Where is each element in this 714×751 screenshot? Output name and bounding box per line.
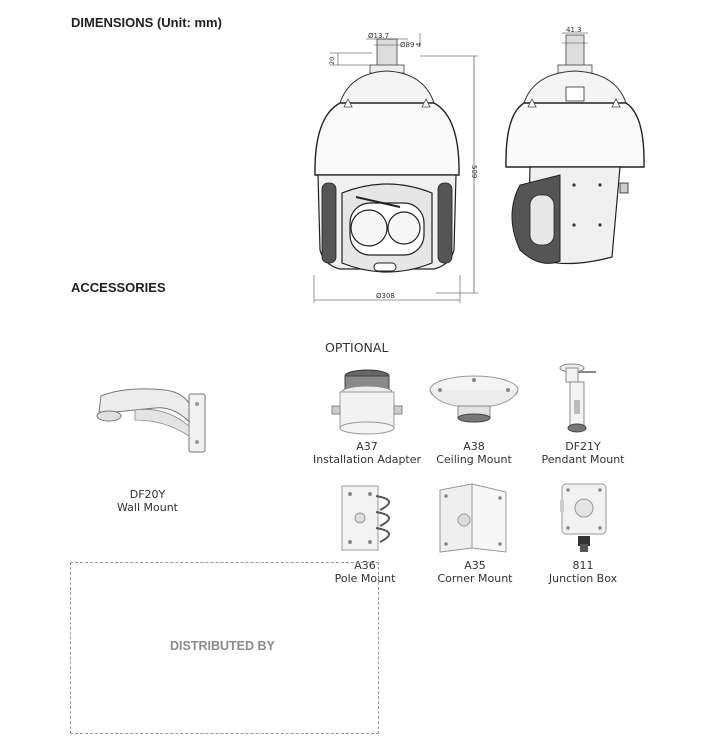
dim-label-height: 509 <box>470 165 478 179</box>
accessory-model: DF20Y <box>129 488 166 501</box>
camera-front-view-drawing <box>300 25 495 305</box>
optional-model: 811 <box>572 559 594 572</box>
optional-model: A37 <box>356 440 378 453</box>
optional-model: DF21Y <box>565 440 601 453</box>
wall-mount-caption <box>95 488 200 514</box>
dim-label-width: Ø308 <box>376 292 395 300</box>
optional-item-811 <box>533 559 633 585</box>
optional-name: Pendant Mount <box>541 453 625 466</box>
camera-side-view-drawing <box>500 25 650 275</box>
optional-item-a37 <box>307 440 427 466</box>
optional-item-a38 <box>418 440 530 466</box>
optional-heading: OPTIONAL <box>325 340 389 355</box>
optional-model: A36 <box>354 559 376 572</box>
distributed-by-label: DISTRIBUTED BY <box>170 639 275 653</box>
accessories-heading: ACCESSORIES <box>71 280 166 295</box>
pendant-mount-image <box>556 362 606 438</box>
optional-item-a35 <box>425 559 525 585</box>
optional-model: A35 <box>464 559 486 572</box>
ceiling-mount-image <box>426 370 522 430</box>
pole-mount-image <box>336 482 406 554</box>
installation-adapter-image <box>330 366 404 436</box>
dimensions-heading: DIMENSIONS (Unit: mm) <box>71 15 222 30</box>
optional-name: Ceiling Mount <box>436 453 512 466</box>
wall-mount-image <box>95 376 210 456</box>
dim-label-pipe: Ø13.7 <box>368 32 390 40</box>
accessory-name: Wall Mount <box>117 501 178 514</box>
optional-item-df21y <box>533 440 633 466</box>
optional-name: Corner Mount <box>437 572 513 585</box>
optional-name: Junction Box <box>548 572 618 585</box>
dim-label-thread: 20 <box>328 56 336 65</box>
dim-label-mount-height: 4 <box>415 42 423 47</box>
dim-label-side-pipe: 41.3 <box>566 26 582 34</box>
junction-box-image <box>556 480 612 554</box>
optional-model: A38 <box>463 440 485 453</box>
corner-mount-image <box>436 482 512 554</box>
optional-name: Installation Adapter <box>312 453 422 466</box>
optional-name: Pole Mount <box>334 572 396 585</box>
dim-label-mount: Ø89 <box>400 41 415 49</box>
